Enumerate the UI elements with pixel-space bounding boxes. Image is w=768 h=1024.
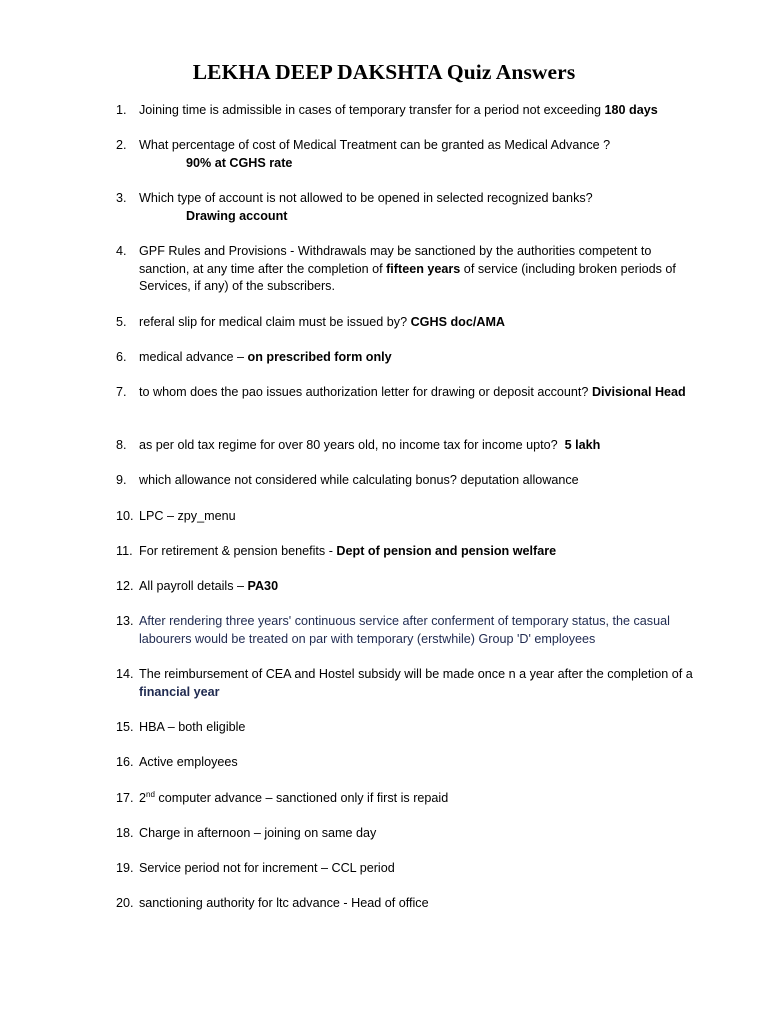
item-number: 14. xyxy=(116,667,134,681)
item-number: 13. xyxy=(116,614,134,628)
item-text: which allowance not considered while calculating bonus? deputation allowance xyxy=(139,473,579,487)
item-number: 17. xyxy=(116,791,134,805)
question-text: medical advance – xyxy=(139,350,248,364)
ordinal-suffix: nd xyxy=(146,789,155,799)
page-title: LEKHA DEEP DAKSHTA Quiz Answers xyxy=(192,60,576,84)
item-text xyxy=(139,190,695,225)
item-text xyxy=(139,243,695,296)
question-text: Which type of account is not allowed to be opened in selected recognized banks? xyxy=(139,191,593,205)
answer-text: CGHS doc/AMA xyxy=(410,315,506,329)
item-number: 6. xyxy=(116,350,127,364)
ordinal-number: 2 xyxy=(139,791,147,805)
item-number: 1. xyxy=(116,103,127,117)
answer-text: on prescribed form only xyxy=(247,350,392,364)
question-text: The reimbursement of CEA and Hostel subsidy will be made once n a year after the completion of a xyxy=(139,667,693,681)
item-text: Charge in afternoon – joining on same day xyxy=(139,826,377,840)
answer-text: Dept of pension and pension welfare xyxy=(336,544,557,558)
answer-text: financial year xyxy=(139,684,220,699)
item-text xyxy=(139,437,695,455)
item-text xyxy=(139,384,695,402)
item-number: 16. xyxy=(116,755,134,769)
question-text: What percentage of cost of Medical Treatment can be granted as Medical Advance ? xyxy=(139,138,611,152)
answer-text: Divisional Head xyxy=(591,385,686,399)
item-number: 12. xyxy=(116,579,134,593)
question-text: All payroll details – xyxy=(139,579,248,593)
item-text xyxy=(139,349,695,367)
item-text: LPC – zpy_menu xyxy=(139,509,236,523)
item-number: 20. xyxy=(116,896,134,910)
question-text: GPF Rules and Provisions - Withdrawals may be sanctioned by the authorities competent to sanction, at any time after the completion of xyxy=(139,244,652,276)
question-text-continued: of service (including broken periods of Services, if any) of the subscribers. xyxy=(139,261,676,294)
item-text xyxy=(139,102,695,120)
question-text: to whom does the pao issues authorization letter for drawing or deposit account? xyxy=(139,385,592,399)
item-number: 18. xyxy=(116,826,134,840)
answer-text: Drawing account xyxy=(186,208,288,223)
item-number: 11. xyxy=(116,544,133,558)
question-text: computer advance – sanctioned only if first is repaid xyxy=(154,791,449,805)
item-text xyxy=(139,543,695,561)
question-text: For retirement & pension benefits - xyxy=(139,544,337,558)
item-text: Active employees xyxy=(139,755,238,769)
item-text xyxy=(139,137,695,172)
item-number: 4. xyxy=(116,244,127,258)
item-number: 10. xyxy=(116,509,134,523)
item-number: 15. xyxy=(116,720,134,734)
item-text xyxy=(139,314,695,332)
item-text xyxy=(139,578,695,596)
item-text: Service period not for increment – CCL period xyxy=(139,861,395,875)
item-number: 19. xyxy=(116,861,134,875)
item-text: After rendering three years' continuous service after conferment of temporary status, the casual labourers would be treated on par with temporary (erstwhile) Group 'D' employees xyxy=(139,614,670,646)
answer-text: fifteen years xyxy=(386,261,461,276)
item-number: 8. xyxy=(116,438,127,452)
item-text xyxy=(139,790,695,808)
item-number: 5. xyxy=(116,315,127,329)
item-number: 7. xyxy=(116,385,127,399)
item-number: 3. xyxy=(116,191,127,205)
answer-text: 180 days xyxy=(604,103,658,117)
item-text: sanctioning authority for ltc advance - Head of office xyxy=(139,896,429,910)
item-number: 9. xyxy=(116,473,127,487)
item-text xyxy=(139,666,695,701)
question-text: as per old tax regime for over 80 years old, no income tax for income upto? xyxy=(139,438,565,452)
answer-text: PA30 xyxy=(247,579,279,593)
question-text: Joining time is admissible in cases of temporary transfer for a period not exceeding xyxy=(139,103,605,117)
item-text: HBA – both eligible xyxy=(139,720,246,734)
question-text: referal slip for medical claim must be issued by? xyxy=(139,315,411,329)
item-number: 2. xyxy=(116,138,127,152)
answer-text: 90% at CGHS rate xyxy=(186,155,293,170)
answer-text: 5 lakh xyxy=(564,438,601,452)
